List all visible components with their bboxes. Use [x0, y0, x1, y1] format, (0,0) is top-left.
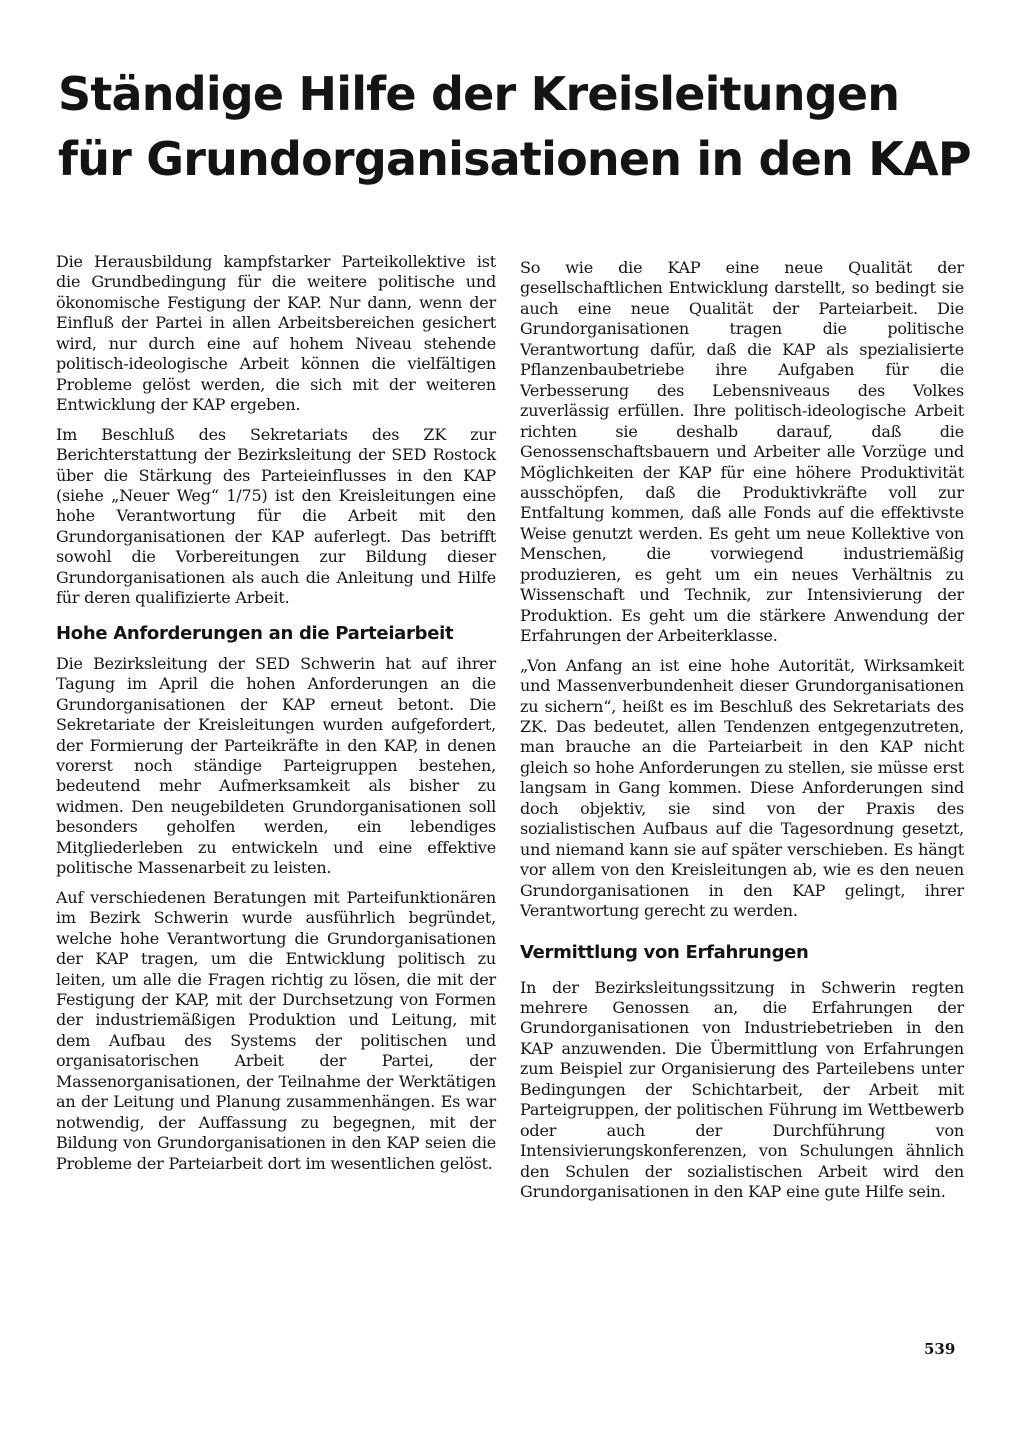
- left-paragraph-2: Im Beschluß des Sekretariats des ZK zur Berichterstattung der Bezirksleitung der SED Rostock über die Stärkung des Parteieinflusses in den KAP (siehe „Neuer Weg“ 1/75) ist den Kreisleitungen eine hohe Verantwortung für die Arbeit mit den Grundorganisationen der KAP auferlegt. Das betrifft sowohl die Vorbereitungen zur Bildung dieser Grundorganisationen als auch die Anleitung und Hilfe für deren qualifizierte Arbeit.: [56, 424, 496, 608]
- right-column: [520, 258, 964, 1211]
- section-heading-erfahrungen: Vermittlung von Erfahrungen: [520, 941, 809, 963]
- section-heading-anforderungen: Hohe Anforderungen an die Parteiarbeit: [56, 622, 454, 644]
- article-title-line-2: für Grundorganisationen in den KAP: [58, 132, 971, 186]
- right-paragraph-1: So wie die KAP eine neue Qualität der gesellschaftlichen Entwicklung darstellt, so bedingt sie auch eine neue Qualität der Parteiarbeit. Die Grundorganisationen tragen die politische Verantwortung dafür, daß die KAP als spezialisierte Pflanzenbaubetriebe ihre Aufgaben für die Verbesserung des Lebensniveaus des Volkes zuverlässig erfüllen. Ihre politisch-ideologische Arbeit richten sie deshalb darauf, daß die Genossenschaftsbauern und Arbeiter alle Vorzüge und Möglichkeiten der KAP für eine höhere Produktivität ausschöpfen, daß die Produktivkräfte voll zur Entfaltung kommen, daß alle Fonds auf die effektivste Weise genutzt werden. Es geht um neue Kollektive von Menschen, die vorwiegend industriemäßig produzieren, es geht um ein neues Verhältnis zu Wissenschaft und Technik, zur Intensivierung der Produktion. Es geht um die stärkere Anwendung der Erfahrungen der Arbeiterklasse.: [520, 258, 964, 646]
- right-paragraph-3: In der Bezirksleitungssitzung in Schwerin regten mehrere Genossen an, die Erfahrungen der Grundorganisationen von Industriebetrieben in den KAP anzuwenden. Die Übermittlung von Erfahrungen zum Beispiel zur Organisierung des Parteilebens unter Bedingungen der Schichtarbeit, der Arbeit mit Parteigruppen, der politischen Führung im Wettbewerb oder auch der Durchführung von Intensivierungskonferenzen, von Schulungen ähnlich den Schulen der sozialistischen Arbeit wird den Grundorganisationen in den KAP eine gute Hilfe sein.: [520, 977, 964, 1202]
- left-paragraph-4: Auf verschiedenen Beratungen mit Parteifunktionären im Bezirk Schwerin wurde ausführlich begründet, welche hohe Verantwortung die Grundorganisationen der KAP tragen, um die Entwicklung politisch zu leiten, um alle die Fragen richtig zu lösen, die mit der Festigung der KAP, mit der Durchsetzung von Formen der industriemäßigen Produktion und Leitung, mit dem Aufbau des Systems der politischen und organisatorischen Arbeit der Partei, der Massenorganisationen, der Teilnahme der Werktätigen an der Leitung und Planung zusammenhängen. Es war notwendig, der Auffassung zu begegnen, mit der Bildung von Grundorganisationen in den KAP seien die Probleme der Parteiarbeit dort im wesentlichen gelöst.: [56, 887, 496, 1173]
- page-number: 539: [924, 1340, 956, 1358]
- left-paragraph-1: Die Herausbildung kampfstarker Parteikollektive ist die Grundbedingung für die weitere politische und ökonomische Festigung der KAP. Nur dann, wenn der Einfluß der Partei in allen Arbeitsbereichen gesichert wird, nur durch eine auf hohem Niveau stehende politisch-ideologische Arbeit können die vielfältigen Probleme gelöst werden, die sich mit der weiteren Entwicklung der KAP ergeben.: [56, 252, 496, 415]
- article-title-line-1: Ständige Hilfe der Kreisleitungen: [58, 67, 900, 121]
- right-paragraph-2: „Von Anfang an ist eine hohe Autorität, Wirksamkeit und Massenverbundenheit dieser Grundorganisationen zu sichern“, heißt es im Beschluß des Sekretariats des ZK. Das bedeutet, allen Tendenzen entgegenzutreten, man brauche an die Parteiarbeit in den KAP nicht gleich so hohe Anforderungen zu stellen, sie müsse erst langsam in Gang kommen. Diese Anforderungen sind doch objektiv, sie sind von der Praxis des sozialistischen Aufbaus auf die Tagesordnung gesetzt, und niemand kann sie auf später verschieben. Es hängt vor allem von den Kreisleitungen ab, wie es den neuen Grundorganisationen in den KAP gelingt, ihrer Verantwortung gerecht zu werden.: [520, 655, 964, 921]
- left-column: [56, 252, 496, 1183]
- article-title: [58, 62, 978, 192]
- left-paragraph-3: Die Bezirksleitung der SED Schwerin hat auf ihrer Tagung im April die hohen Anforderungen an die Grundorganisationen der KAP erneut betont. Die Sekretariate der Kreisleitungen wurden aufgefordert, der Formierung der Parteikräfte in den KAP, in denen vorerst noch ständige Parteigruppen bestehen, bedeutend mehr Aufmerksamkeit als bisher zu widmen. Den neugebildeten Grundorganisationen soll besonders geholfen werden, ein lebendiges Mitgliederleben zu entwickeln und eine effektive politische Massenarbeit zu leisten.: [56, 653, 496, 878]
